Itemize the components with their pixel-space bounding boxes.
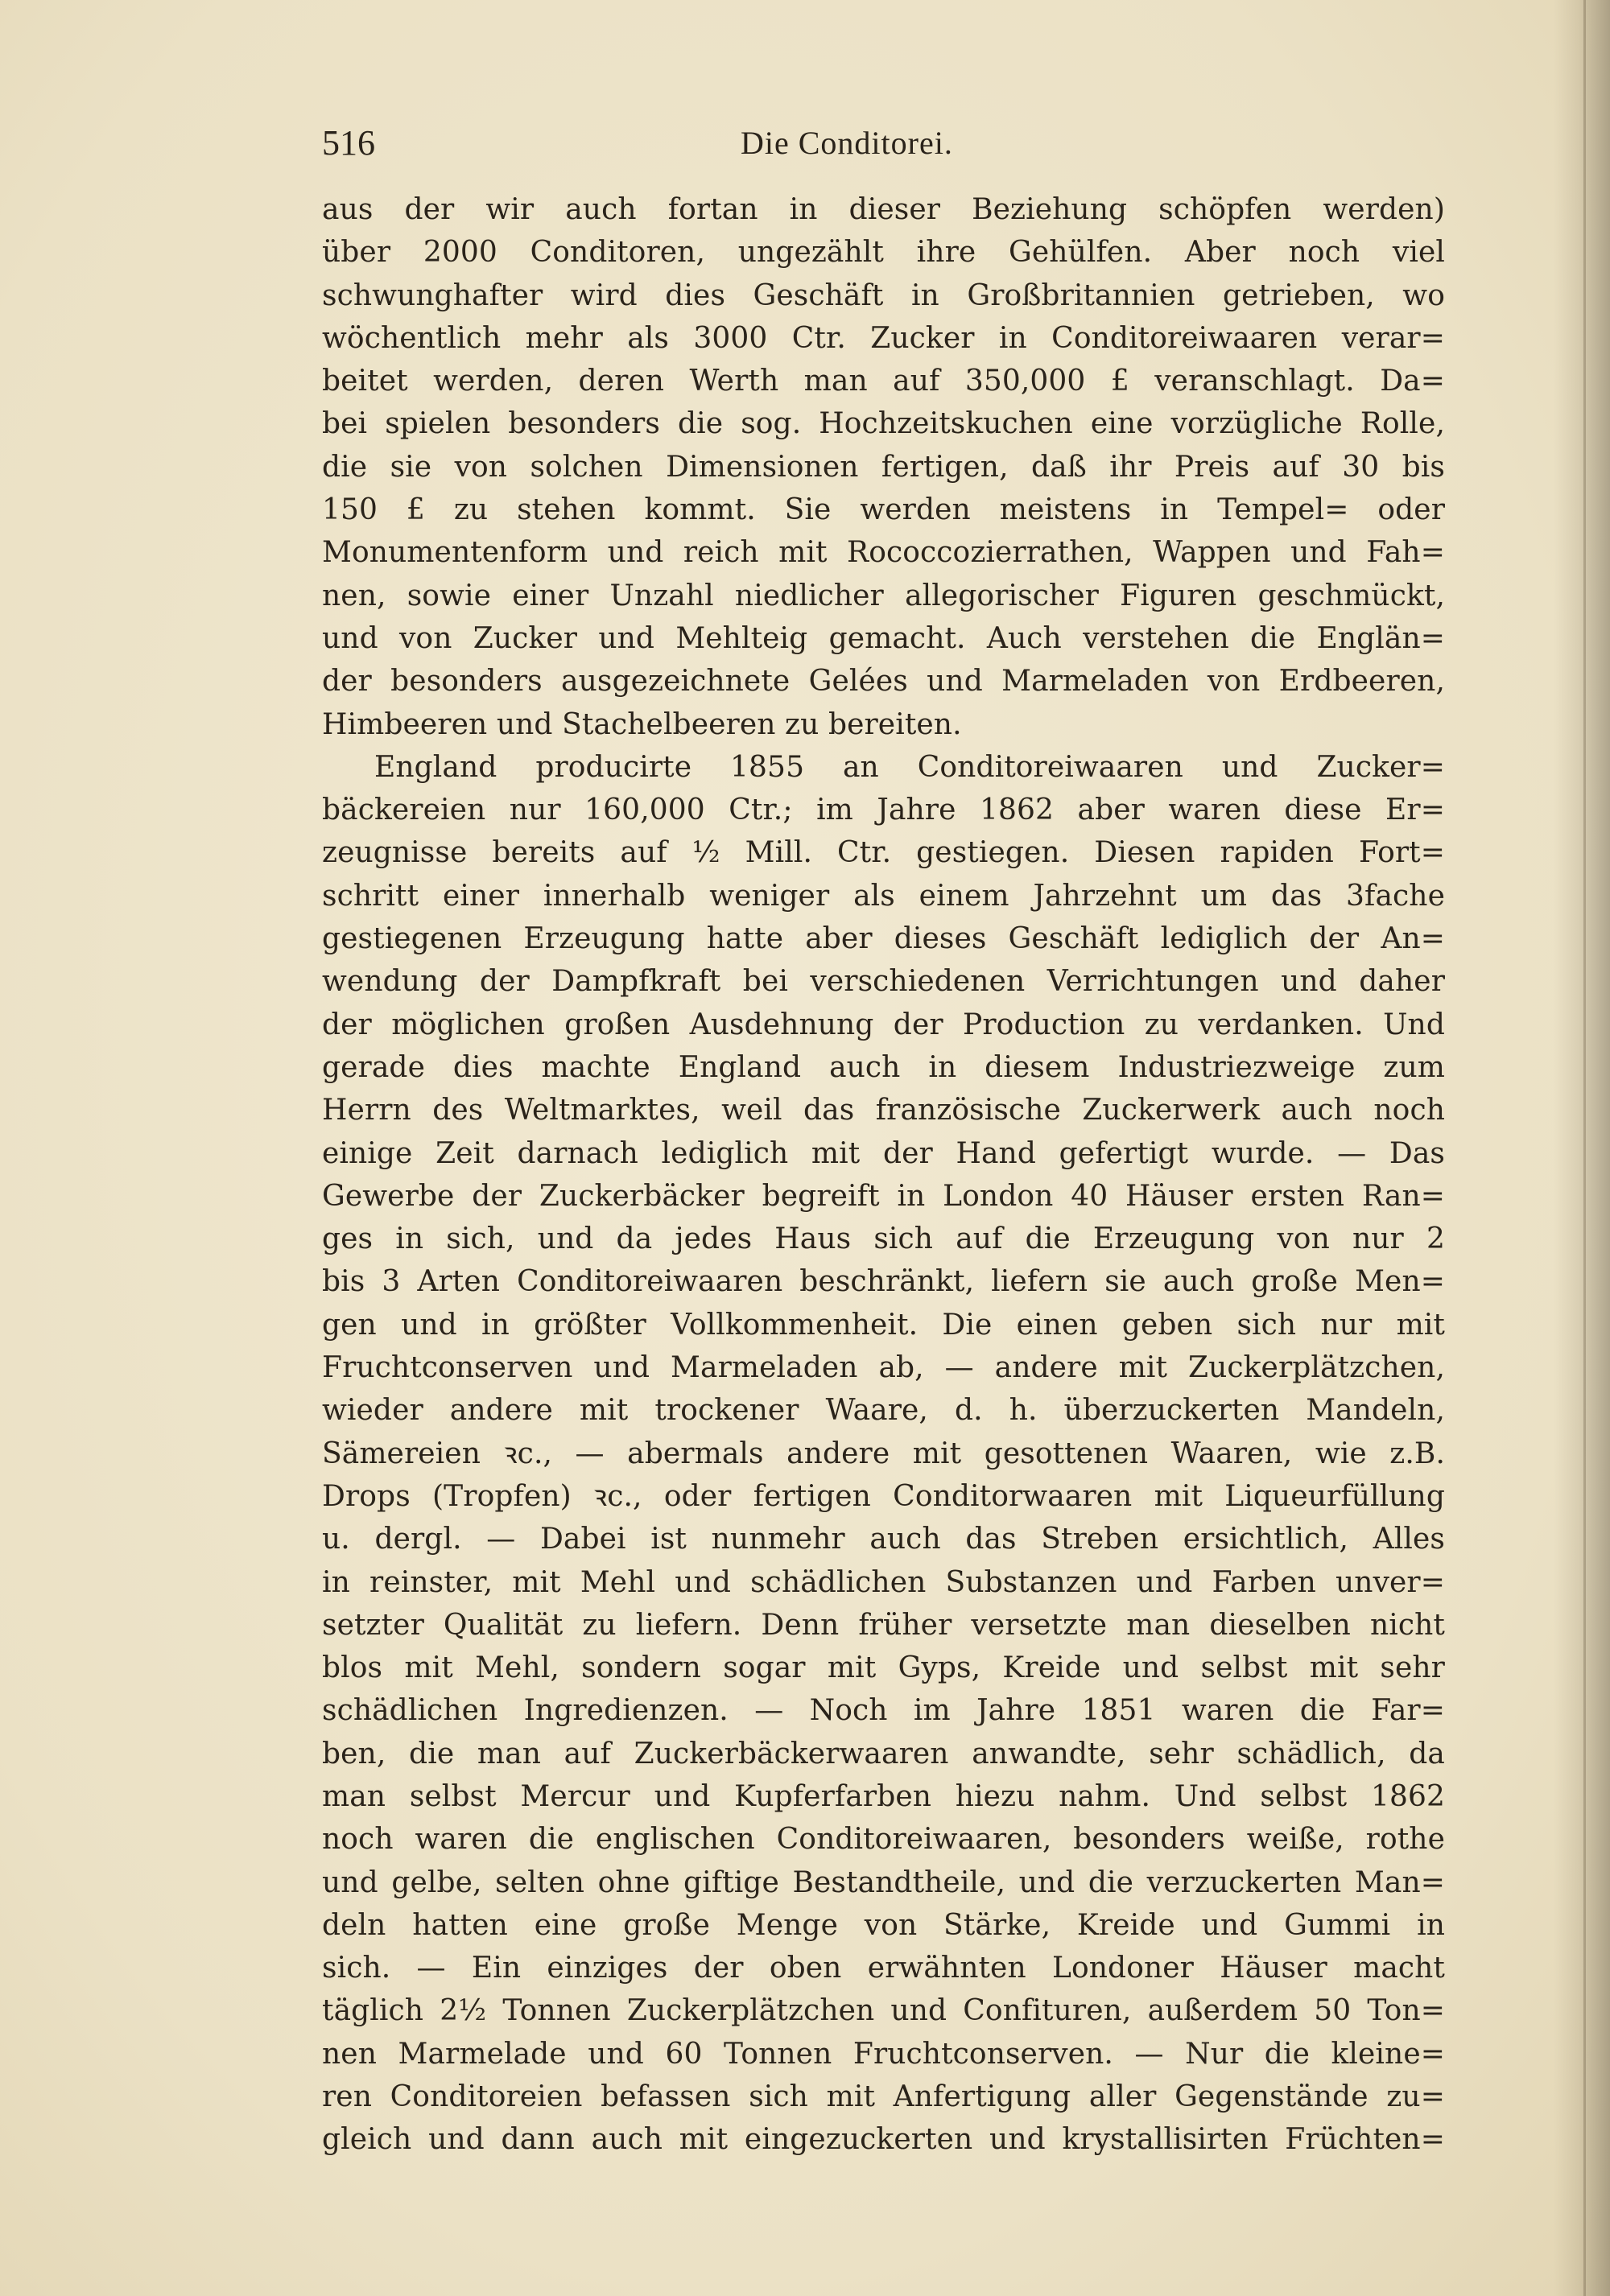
running-title: Die Conditorei. [741,125,953,161]
text-line: Drops (Tropfen) ꝛc., oder fertigen Conditorwaaren mit Liqueurfüllung [322,1479,1445,1513]
paragraph-end-line: Himbeeren und Stachelbeeren zu bereiten. [322,707,962,741]
text-line: schädlichen Ingredienzen. — Noch im Jahre 1851 waren die Far= [322,1694,1445,1728]
text-line: und von Zucker und Mehlteig gemacht. Auch verstehen die Englän= [322,621,1445,655]
text-line: wendung der Dampfkraft bei verschiedenen Verrichtungen und daher [322,965,1445,999]
paragraph-start-line: England producirte 1855 an Conditoreiwaaren und Zucker= [374,750,1445,784]
body-text [322,188,1445,2162]
text-line: die sie von solchen Dimensionen fertigen, daß ihr Preis auf 30 bis [322,450,1445,484]
text-line: u. dergl. — Dabei ist nunmehr auch das Streben ersichtlich, Alles [322,1523,1445,1556]
text-line: ren Conditoreien befassen sich mit Anfertigung aller Gegenstände zu= [322,2080,1445,2114]
text-line: wieder andere mit trockener Waare, d. h. überzuckerten Mandeln, [322,1394,1445,1428]
text-line: der besonders ausgezeichnete Gelées und Marmeladen von Erdbeeren, [322,665,1445,699]
text-line: 150 £ zu stehen kommt. Sie werden meistens in Tempel= oder [322,493,1445,527]
text-line: Monumentenform und reich mit Rococcozierrathen, Wappen und Fah= [322,536,1445,570]
text-line: ben, die man auf Zuckerbäckerwaaren anwandte, sehr schädlich, da [322,1737,1445,1770]
text-line: setzter Qualität zu liefern. Denn früher versetzte man dieselben nicht [322,1608,1445,1642]
text-line: bis 3 Arten Conditoreiwaaren beschränkt, liefern sie auch große Men= [322,1265,1445,1299]
text-line: man selbst Mercur und Kupferfarben hiezu nahm. Und selbst 1862 [322,1779,1445,1813]
text-line: aus der wir auch fortan in dieser Beziehung schöpfen werden) [322,193,1445,226]
text-line: der möglichen großen Ausdehnung der Production zu verdanken. Und [322,1008,1445,1041]
text-line: schwunghafter wird dies Geschäft in Großbritannien getrieben, wo [322,278,1445,312]
text-line: bei spielen besonders die sog. Hochzeitskuchen eine vorzügliche Rolle, [322,407,1445,441]
text-line: schritt einer innerhalb weniger als einem Jahrzehnt um das 3fache [322,879,1445,913]
text-line: und gelbe, selten ohne giftige Bestandtheile, und die verzuckerten Man= [322,1865,1445,1899]
text-line: deln hatten eine große Menge von Stärke, Kreide und Gummi in [322,1908,1445,1942]
text-line: bäckereien nur 160,000 Ctr.; im Jahre 1862 aber waren diese Er= [322,794,1445,827]
text-line: gerade dies machte England auch in diesem Industriezweige zum [322,1050,1445,1084]
text-line: nen, sowie einer Unzahl niedlicher allegorischer Figuren geschmückt, [322,579,1445,612]
text-line: über 2000 Conditoren, ungezählt ihre Gehülfen. Aber noch viel [322,236,1445,270]
text-line: gleich und dann auch mit eingezuckerten und krystallisirten Früchten= [322,2123,1445,2157]
gutter-shadow [1554,0,1610,2296]
text-line: einige Zeit darnach lediglich mit der Hand gefertigt wurde. — Das [322,1136,1445,1170]
text-line: blos mit Mehl, sondern sogar mit Gyps, Kreide und selbst mit sehr [322,1651,1445,1685]
page-header [322,119,1445,167]
text-line: Fruchtconserven und Marmeladen ab, — andere mit Zuckerplätzchen, [322,1351,1445,1385]
text-line: gestiegenen Erzeugung hatte aber dieses Geschäft lediglich der An= [322,922,1445,956]
text-line: Gewerbe der Zuckerbäcker begreift in London 40 Häuser ersten Ran= [322,1179,1445,1213]
text-line: sich. — Ein einziges der oben erwähnten Londoner Häuser macht [322,1952,1445,1985]
text-line: in reinster, mit Mehl und schädlichen Substanzen und Farben unver= [322,1565,1445,1599]
text-line: gen und in größter Vollkommenheit. Die einen geben sich nur mit [322,1308,1445,1342]
text-line: Sämereien ꝛc., — abermals andere mit gesottenen Waaren, wie z.B. [322,1437,1445,1470]
page-number: 516 [322,123,375,163]
text-line: täglich 2½ Tonnen Zuckerplätzchen und Confituren, außerdem 50 Ton= [322,1994,1445,2028]
text-line: wöchentlich mehr als 3000 Ctr. Zucker in Conditoreiwaaren verar= [322,321,1445,355]
text-line: ges in sich, und da jedes Haus sich auf die Erzeugung von nur 2 [322,1222,1445,1256]
text-line: Herrn des Weltmarktes, weil das französische Zuckerwerk auch noch [322,1094,1445,1127]
text-line: noch waren die englischen Conditoreiwaaren, besonders weiße, rothe [322,1823,1445,1857]
text-line: nen Marmelade und 60 Tonnen Fruchtconserven. — Nur die kleine= [322,2037,1445,2071]
text-line: zeugnisse bereits auf ½ Mill. Ctr. gestiegen. Diesen rapiden Fort= [322,836,1445,870]
text-line: beitet werden, deren Werth man auf 350,000 £ veranschlagt. Da= [322,365,1445,398]
